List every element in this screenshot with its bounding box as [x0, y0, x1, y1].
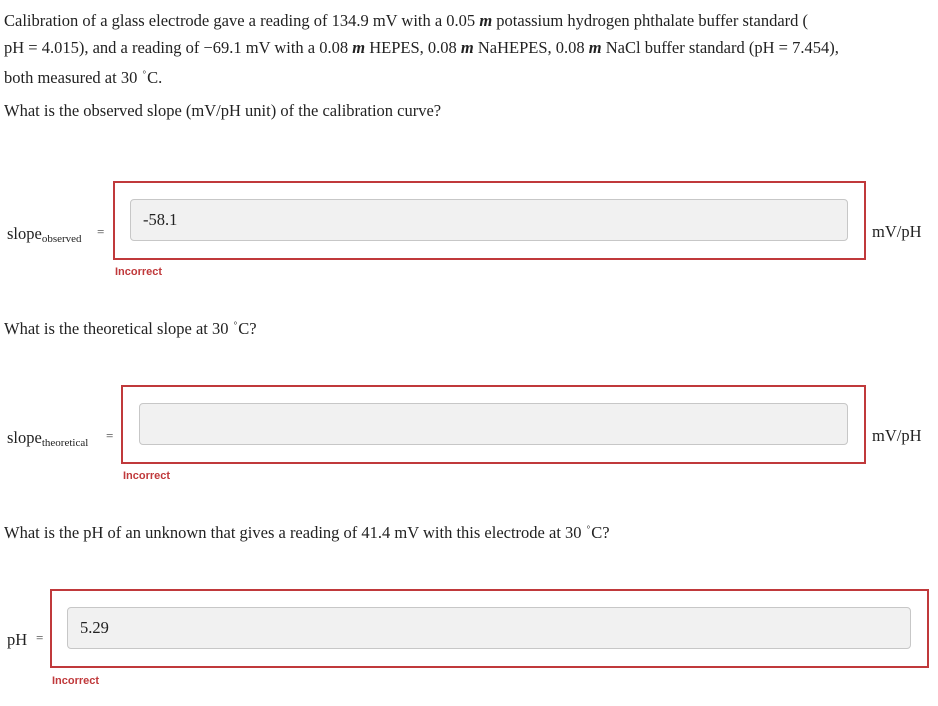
degree-symbol: °	[233, 320, 238, 330]
unit-label: mV/pH	[872, 222, 922, 241]
degree-symbol: °	[586, 524, 591, 534]
label-main: slope	[7, 428, 42, 447]
incorrect-status: Incorrect	[52, 675, 100, 687]
problem-text: Calibration of a glass electrode gave a reading of 134.9 mV with a 0.05	[4, 11, 480, 30]
label-subscript: theoretical	[41, 437, 89, 449]
prompt-text: What is the theoretical slope at 30	[4, 319, 233, 338]
problem-text: both measured at 30	[4, 68, 142, 87]
molality-symbol: m	[479, 11, 493, 30]
slope-observed-label	[7, 224, 82, 245]
problem-text: NaCl buffer standard (pH = 7.454),	[601, 38, 839, 57]
equals-sign: =	[97, 224, 105, 239]
problem-text: NaHEPES, 0.08	[473, 38, 589, 57]
equals-sign: =	[106, 428, 114, 443]
prompt-text: C?	[238, 319, 257, 338]
incorrect-status: Incorrect	[115, 266, 163, 278]
theoretical-slope-input[interactable]	[139, 403, 848, 445]
label-subscript: observed	[41, 233, 82, 245]
equals-sign: =	[36, 630, 44, 645]
label-main: slope	[7, 224, 42, 243]
prompt-text: What is the pH of an unknown that gives a reading of 41.4 mV with this electrode at 30	[4, 523, 586, 542]
incorrect-status: Incorrect	[123, 470, 171, 482]
unit-label: mV/pH	[872, 426, 922, 445]
observed-slope-input[interactable]	[130, 199, 848, 241]
slope-theoretical-label	[7, 428, 88, 449]
problem-text: potassium hydrogen phthalate buffer standard (	[492, 11, 809, 30]
problem-text: C.	[147, 68, 163, 87]
unknown-ph-input[interactable]	[67, 607, 911, 649]
problem-line-3	[4, 61, 162, 91]
degree-symbol: °	[142, 69, 147, 79]
problem-line-1	[4, 7, 808, 34]
problem-text: pH = 4.015), and a reading of −69.1 mV with a 0.08	[4, 38, 353, 57]
problem-text: HEPES, 0.08	[365, 38, 461, 57]
question-2-prompt	[4, 312, 257, 342]
molality-symbol: m	[352, 38, 366, 57]
question-1-prompt: What is the observed slope (mV/pH unit) of the calibration curve?	[4, 101, 442, 120]
problem-line-2	[4, 34, 839, 61]
molality-symbol: m	[588, 38, 602, 57]
prompt-text: C?	[591, 523, 610, 542]
molality-symbol: m	[460, 38, 474, 57]
ph-label: pH	[7, 630, 28, 649]
question-3-prompt	[4, 516, 610, 546]
